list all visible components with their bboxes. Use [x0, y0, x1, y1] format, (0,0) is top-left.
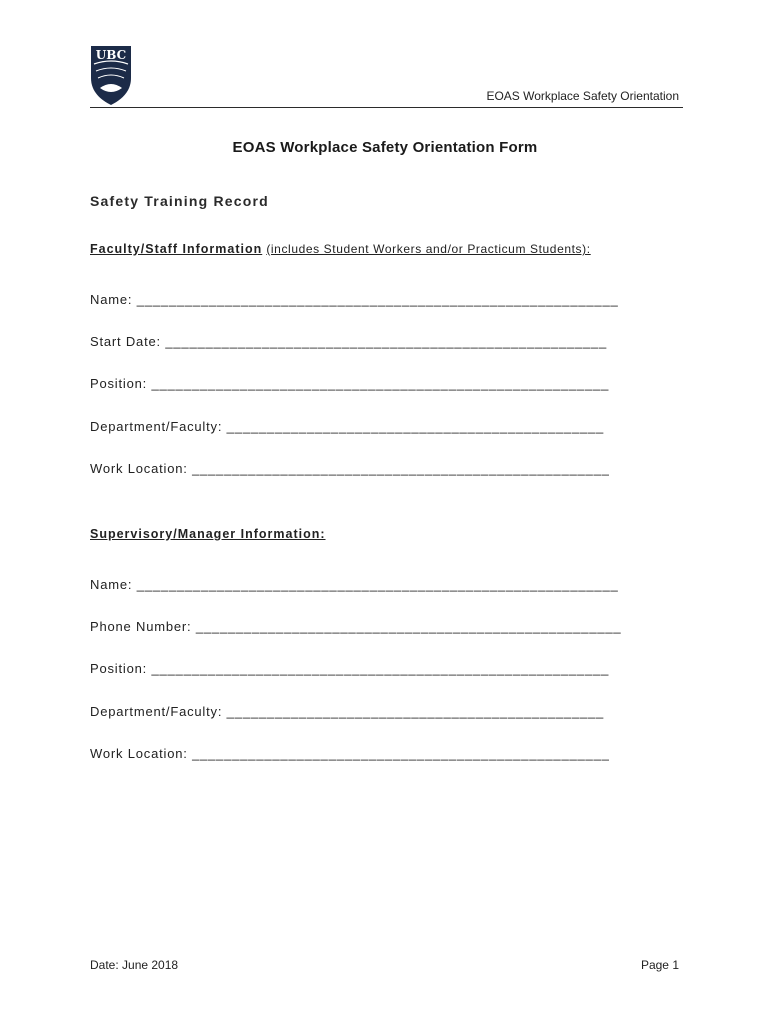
form-title: EOAS Workplace Safety Orientation Form	[232, 139, 538, 156]
svg-text:UBC: UBC	[95, 48, 127, 62]
ubc-logo	[88, 44, 134, 106]
supervisor-position-field[interactable]: Position: _________________________________________________________	[90, 661, 610, 676]
faculty-position-field[interactable]: Position: _________________________________________________________	[90, 376, 610, 391]
supervisor-phone-field[interactable]: Phone Number: _____________________________________________________	[90, 619, 622, 634]
faculty-start-date-field[interactable]: Start Date: _______________________________________________________	[90, 334, 607, 349]
header-divider	[90, 107, 683, 108]
section-title: Safety Training Record	[90, 193, 269, 209]
supervisor-heading-label: Supervisory/Manager Information:	[90, 527, 326, 541]
supervisor-work-location-field[interactable]: Work Location: ____________________________________________________	[90, 746, 610, 761]
faculty-name-field[interactable]: Name: ____________________________________________________________	[90, 292, 619, 307]
supervisor-heading	[90, 527, 326, 541]
footer-date: Date: June 2018	[90, 958, 179, 972]
header-document-title: EOAS Workplace Safety Orientation	[486, 89, 679, 103]
supervisor-name-field[interactable]: Name: ____________________________________________________________	[90, 577, 619, 592]
faculty-department-field[interactable]: Department/Faculty: _______________________________________________	[90, 419, 605, 434]
footer-page-number: Page 1	[640, 958, 679, 972]
faculty-staff-heading-note: (includes Student Workers and/or Practicum Students):	[266, 242, 591, 256]
supervisor-department-field[interactable]: Department/Faculty: _______________________________________________	[90, 704, 605, 719]
faculty-work-location-field[interactable]: Work Location: ____________________________________________________	[90, 461, 610, 476]
faculty-staff-heading-label: Faculty/Staff Information	[90, 242, 263, 256]
faculty-staff-heading	[90, 242, 591, 256]
